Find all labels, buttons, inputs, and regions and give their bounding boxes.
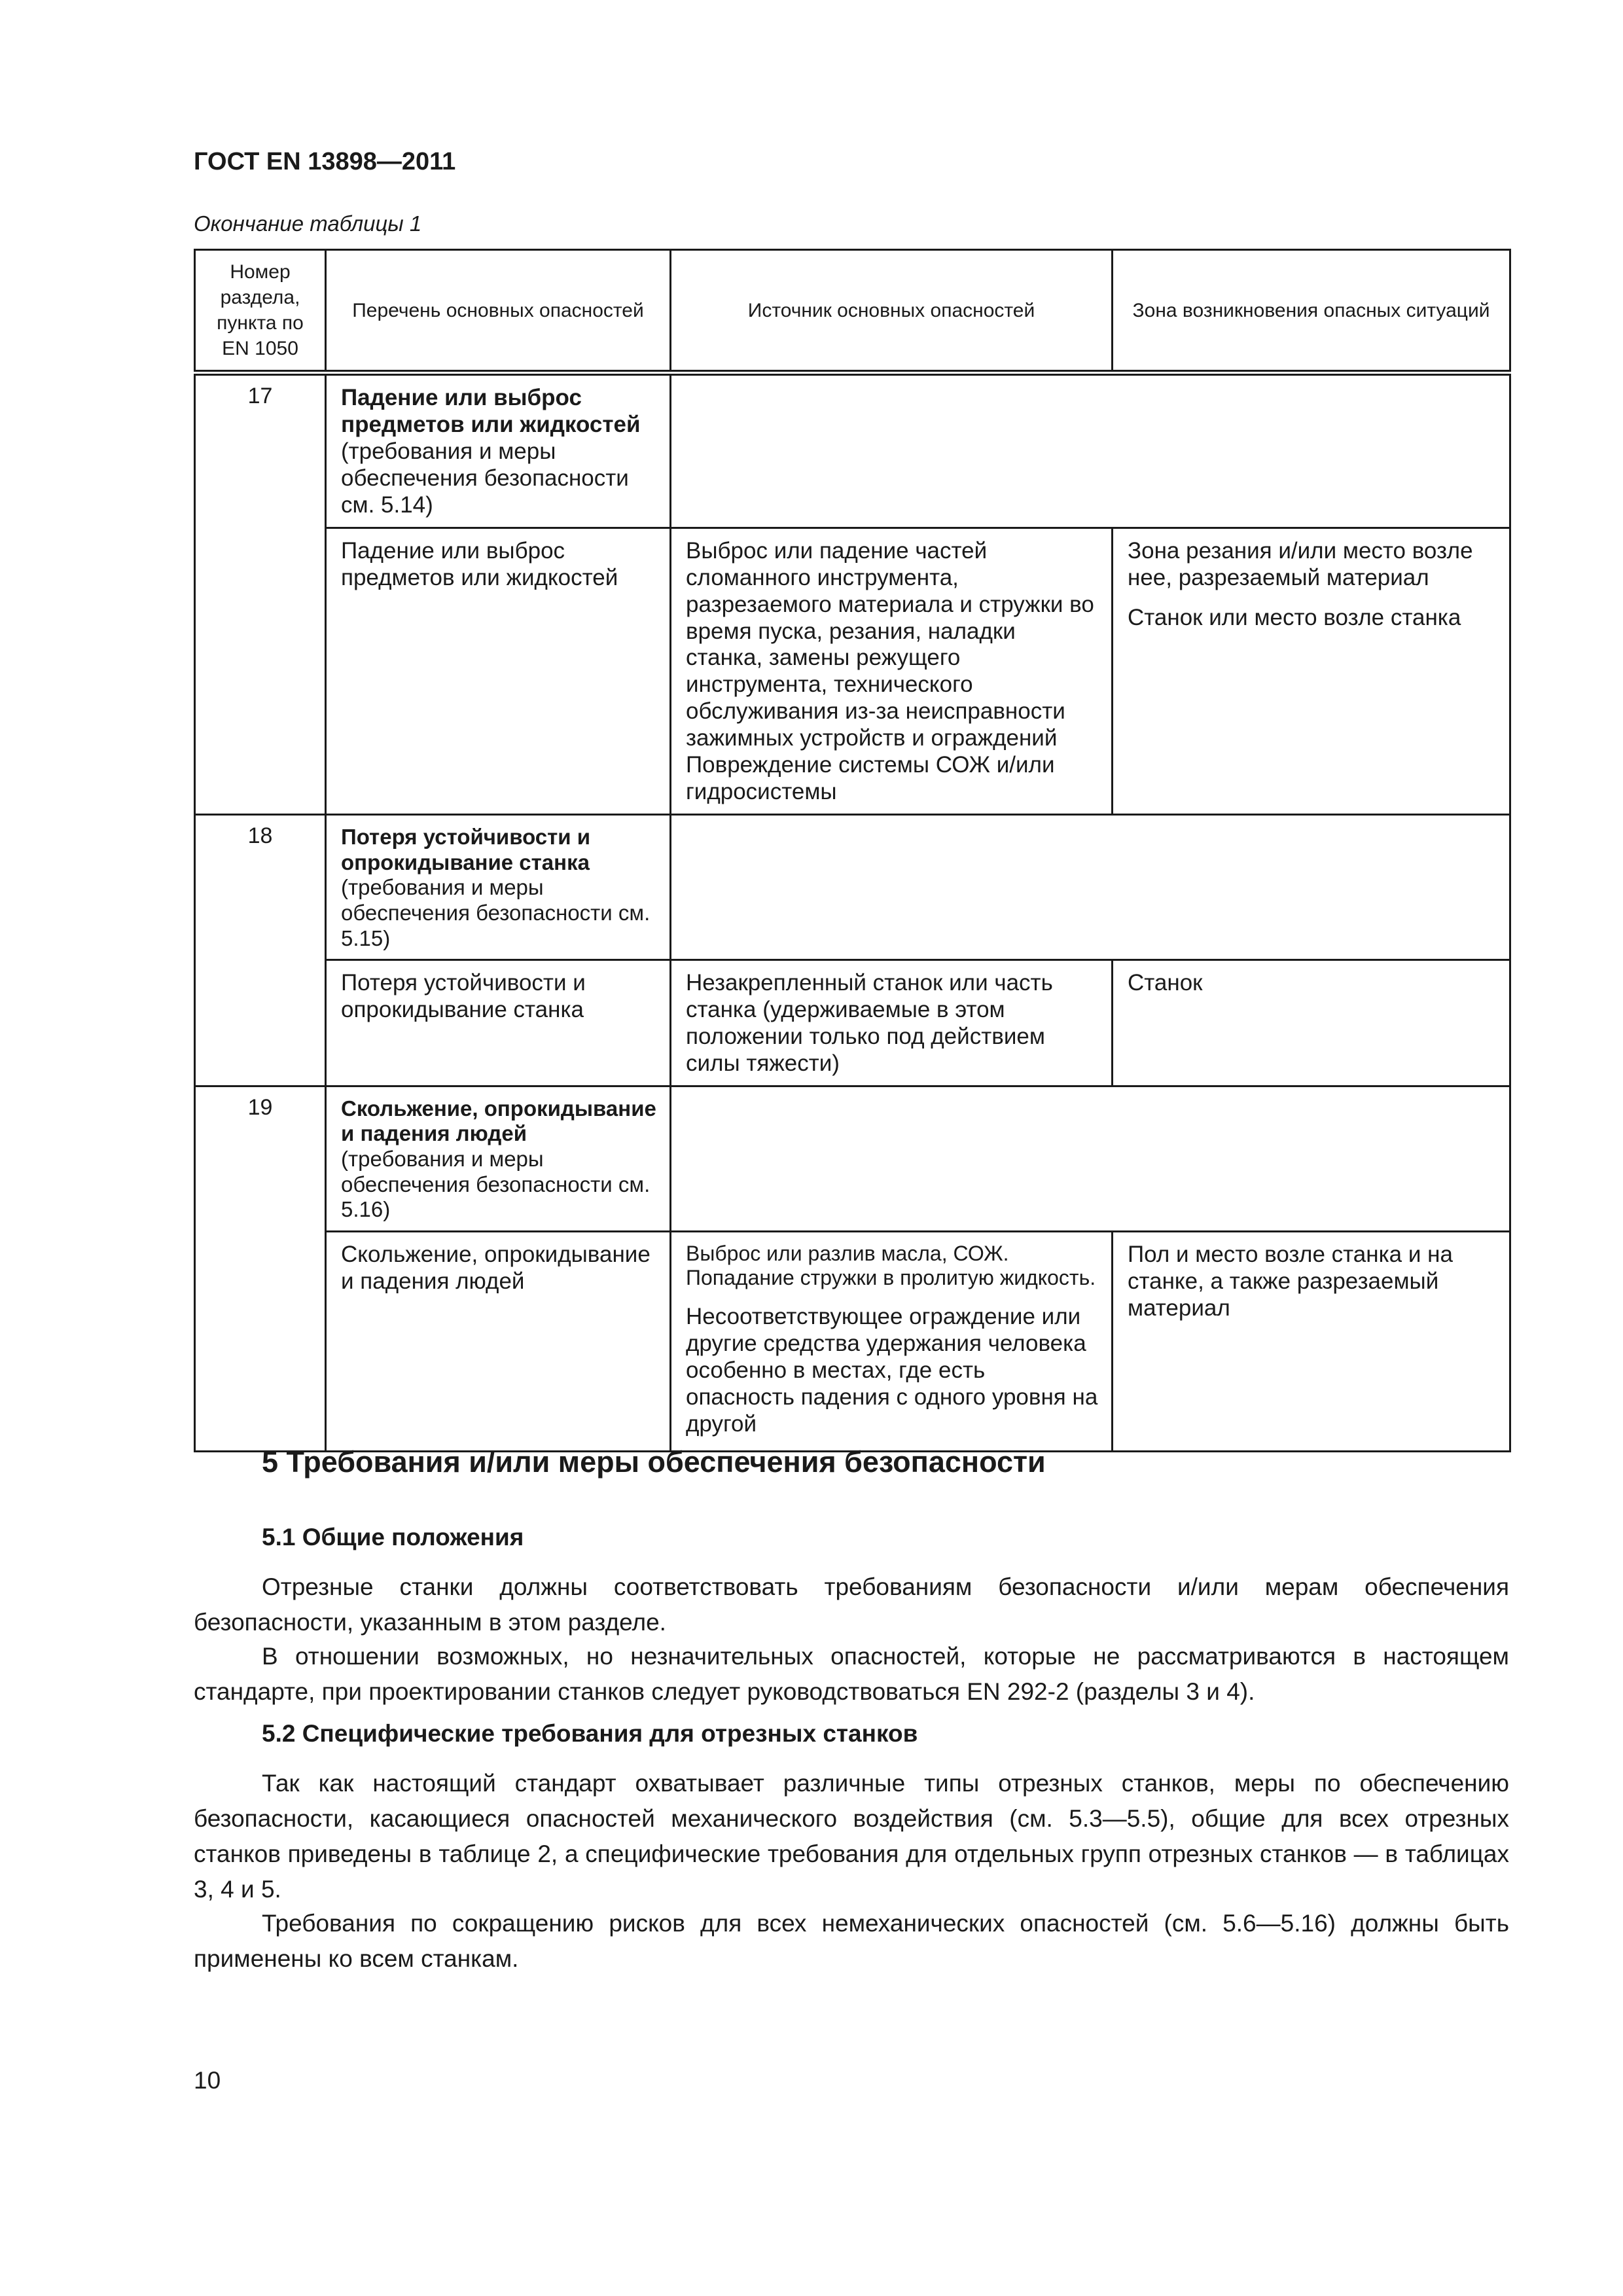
header-hazard-source: Источник основных опасностей	[671, 250, 1113, 373]
table-row	[195, 960, 1510, 1086]
hazard-group-title-bold: Потеря устойчивости и опрокидывание станка	[341, 825, 591, 874]
subsection-title: 5.2 Специфические требования для отрезных станков	[262, 1720, 918, 1747]
empty-cell	[671, 373, 1510, 528]
empty-cell	[671, 1086, 1510, 1231]
hazard-group-title-rest: (требования и меры обеспечения безопасности см. 5.15)	[341, 875, 651, 950]
zone-cell	[1113, 1231, 1510, 1451]
subsection-title: 5.1 Общие положения	[262, 1524, 524, 1551]
source-text: Выброс или падение частей сломанного инструмента, разрезаемого материала и стружки во время пуска, резания, наладки станка, замены режущего инструмента, технического обслуживания из-за неисправности зажимных устройств и ограждений Повреждение системы СОЖ и/или гидросистемы	[686, 537, 1094, 805]
document-code: ГОСТ EN 13898—2011	[194, 148, 456, 175]
source-cell	[671, 528, 1113, 814]
hazard-group-title	[326, 1086, 671, 1231]
hazard-group-title	[326, 373, 671, 528]
header-danger-zone: Зона возникновения опасных ситуаций	[1113, 250, 1510, 373]
header-hazard-list: Перечень основных опасностей	[326, 250, 671, 373]
paragraph: Требования по сокращению рисков для всех немеханических опасностей (см. 5.6—5.16) должны быть применены ко всем станкам.	[194, 1910, 1509, 1972]
zone-text: Зона резания и/или место возле нее, разрезаемый материал	[1128, 537, 1473, 590]
table-row	[195, 1086, 1510, 1231]
hazard-group-title-bold: Падение или выброс предметов или жидкостей	[341, 385, 641, 437]
hazards-table	[194, 249, 1511, 1452]
section-number-cell: 18	[195, 815, 326, 1086]
paragraph: В отношении возможных, но незначительных опасностей, которые не рассматриваются в настоящем стандарте, при проектировании станков следует руководствоваться EN 292-2 (разделы 3 и 4).	[194, 1643, 1509, 1705]
zone-cell	[1113, 960, 1510, 1086]
hazard-group-title	[326, 815, 671, 960]
hazard-cell: Потеря устойчивости и опрокидывание станка	[326, 960, 671, 1086]
table-header-row	[195, 250, 1510, 373]
hazard-group-title-rest: (требования и меры обеспечения безопасности см. 5.16)	[341, 1147, 651, 1222]
paragraph: Так как настоящий стандарт охватывает различные типы отрезных станков, меры по обеспечению безопасности, касающиеся опасностей механического воздействия (см. 5.3—5.5), общие для всех отрезных станков приведены в таблице 2, а специфические требования для отдельных групп отрезных станков — в таблицах 3, 4 и 5.	[194, 1770, 1509, 1903]
hazard-cell: Падение или выброс предметов или жидкостей	[326, 528, 671, 814]
empty-cell	[671, 815, 1510, 960]
zone-cell	[1113, 528, 1510, 814]
section-number-cell: 19	[195, 1086, 326, 1451]
page-number: 10	[194, 2067, 221, 2094]
zone-text: Пол и место возле станка и на станке, а также разрезаемый материал	[1128, 1241, 1453, 1321]
zone-text: Станок или место возле станка	[1128, 604, 1461, 630]
header-section-number: Номер раздела, пункта по EN 1050	[195, 250, 326, 373]
source-cell	[671, 1231, 1113, 1451]
section-title: 5 Требования и/или меры обеспечения безопасности	[262, 1445, 1046, 1479]
table-row	[195, 1231, 1510, 1451]
paragraph: Отрезные станки должны соответствовать требованиям безопасности и/или мерам обеспечения безопасности, указанным в этом разделе.	[194, 1573, 1509, 1636]
zone-text: Станок	[1128, 970, 1203, 996]
section-number-cell: 17	[195, 373, 326, 815]
source-text: Выброс или разлив масла, СОЖ. Попадание стружки в пролитую жидкость.	[686, 1241, 1096, 1290]
hazard-group-title-bold: Скольжение, опрокидывание и падения людей	[341, 1096, 656, 1146]
table-row	[195, 815, 1510, 960]
table-caption: Окончание таблицы 1	[194, 211, 422, 236]
source-cell	[671, 960, 1113, 1086]
hazard-group-title-rest: (требования и меры обеспечения безопасности см. 5.14)	[341, 438, 629, 518]
table-row	[195, 528, 1510, 814]
hazard-cell: Скольжение, опрокидывание и падения людей	[326, 1231, 671, 1451]
source-text: Несоответствующее ограждение или другие средства удержания человека особенно в местах, где есть опасность падения с одного уровня на другой	[686, 1303, 1098, 1437]
source-text: Незакрепленный станок или часть станка (удерживаемые в этом положении только под действием силы тяжести)	[686, 970, 1053, 1076]
table-row	[195, 373, 1510, 528]
